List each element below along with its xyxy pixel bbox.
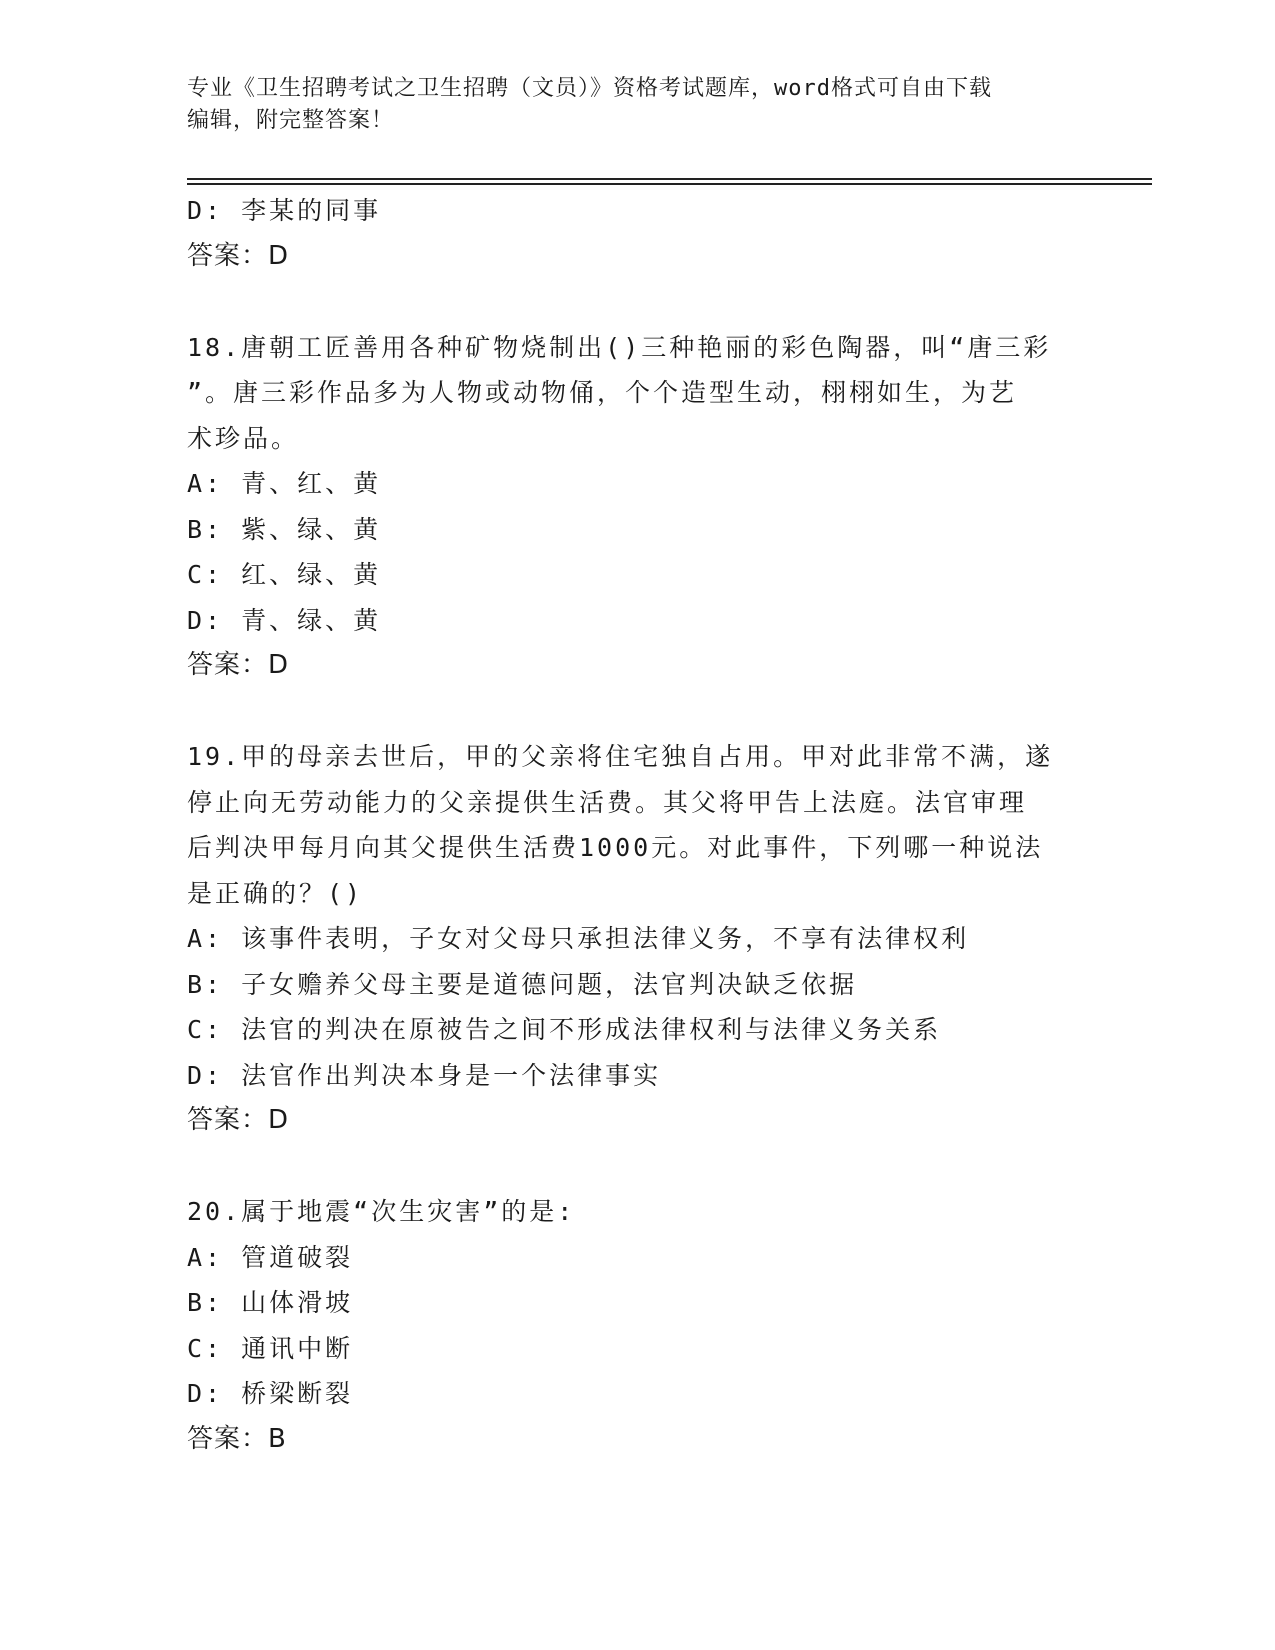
header-divider-bottom: [187, 183, 1152, 185]
question-text: [187, 734, 1087, 916]
previous-question-tail: [187, 188, 1087, 279]
option-a: A: 管道破裂: [187, 1242, 354, 1272]
option-c: C: 通讯中断: [187, 1333, 354, 1363]
question-text: [187, 325, 1087, 462]
question-18: [187, 325, 1087, 689]
answer: 答案：D: [187, 650, 290, 680]
document-body: [187, 188, 1087, 1462]
question-19: [187, 734, 1087, 1144]
option-c: C: 法官的判决在原被告之间不形成法律权利与法律义务关系: [187, 1015, 942, 1044]
question-20: [187, 1189, 1087, 1462]
answer: 答案：D: [187, 240, 290, 271]
option-d: D: 青、绿、黄: [187, 605, 382, 635]
option-d: D: 李某的同事: [187, 196, 382, 225]
question-text-line: ”。唐三彩作品多为人物或动物俑，个个造型生动，栩栩如生，为艺: [187, 378, 1018, 407]
question-text-line: 后判决甲每月向其父提供生活费1000元。对此事件，下列哪一种说法: [187, 833, 1044, 862]
document-header: [187, 73, 1067, 137]
option-c: C: 红、绿、黄: [187, 560, 382, 589]
option-a: A: 该事件表明，子女对父母只承担法律义务，不享有法律权利: [187, 924, 970, 953]
option-b: B: 子女赡养父母主要是道德问题，法官判决缺乏依据: [187, 969, 858, 999]
header-line-2: 编辑，附完整答案！: [187, 108, 395, 133]
question-text-line: 术珍品。: [187, 423, 300, 453]
spacer: [187, 689, 1087, 735]
spacer: [187, 279, 1087, 325]
header-line-1: 专业《卫生招聘考试之卫生招聘（文员）》资格考试题库，word格式可自由下载: [187, 76, 992, 101]
option-b: B: 紫、绿、黄: [187, 514, 382, 544]
spacer: [187, 1144, 1087, 1190]
header-divider-top: [187, 178, 1152, 180]
question-text: [187, 1189, 1087, 1235]
question-text-line: 20.属于地震“次生灾害”的是:: [187, 1197, 576, 1226]
option-a: A: 青、红、黄: [187, 469, 382, 498]
option-b: B: 山体滑坡: [187, 1288, 354, 1317]
question-text-line: 18.唐朝工匠善用各种矿物烧制出()三种艳丽的彩色陶器，叫“唐三彩: [187, 332, 1052, 362]
question-text-line: 是正确的？(): [187, 878, 364, 908]
option-d: D: 法官作出判决本身是一个法律事实: [187, 1060, 662, 1090]
answer: 答案：B: [187, 1423, 287, 1454]
question-text-line: 停止向无劳动能力的父亲提供生活费。其父将甲告上法庭。法官审理: [187, 787, 1028, 817]
option-d: D: 桥梁断裂: [187, 1379, 354, 1408]
question-text-line: 19.甲的母亲去世后，甲的父亲将住宅独自占用。甲对此非常不满，遂: [187, 742, 1054, 771]
answer: 答案：D: [187, 1105, 290, 1135]
